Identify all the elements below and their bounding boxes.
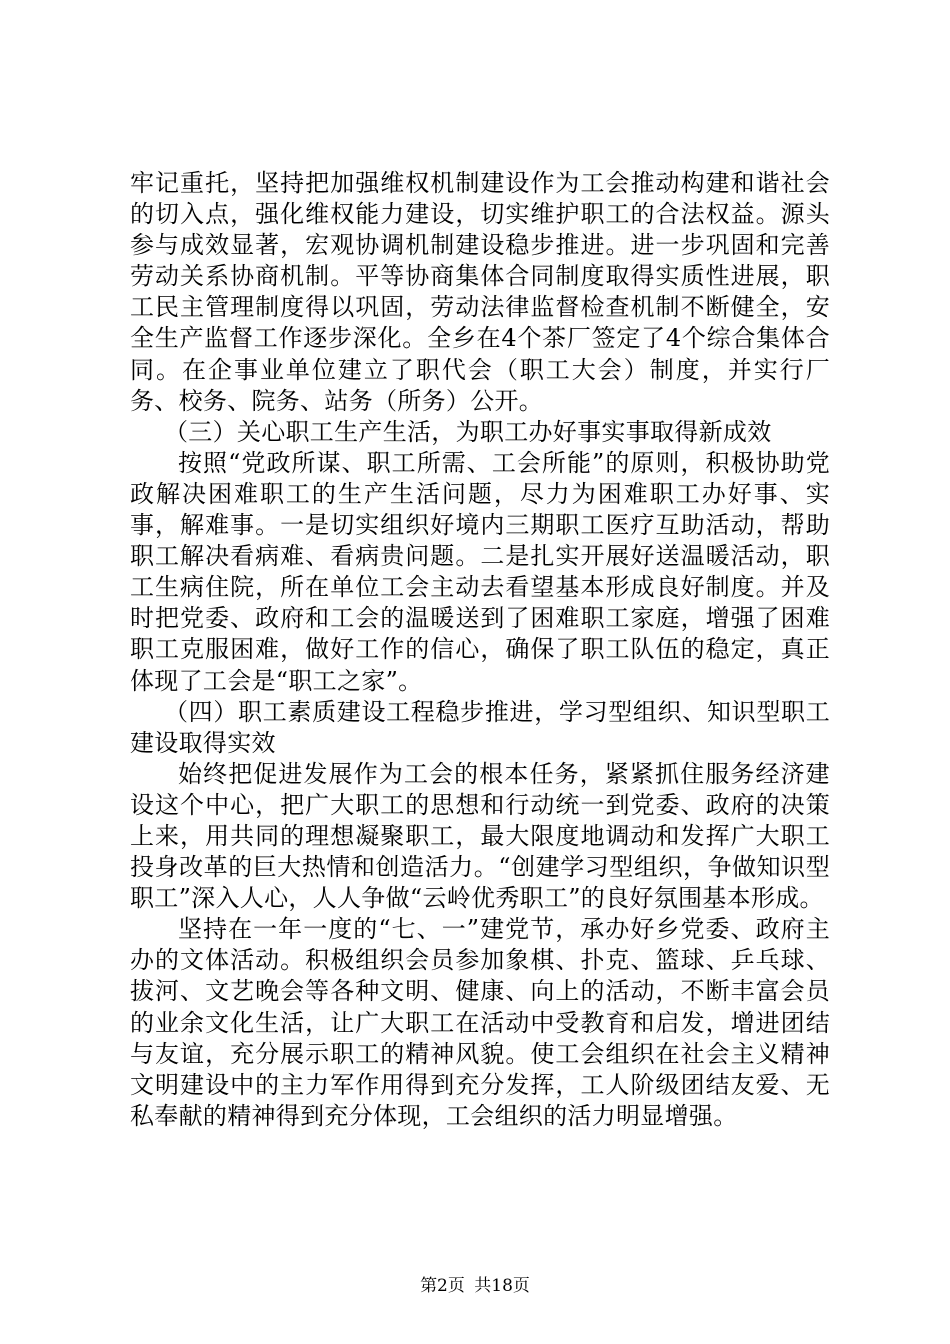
section-heading-3: （三）关心职工生产生活，为职工办好事实事取得新成效 [164,417,772,446]
page-total: 共18页 [474,1276,530,1296]
paragraph-care-workers: 按照“党政所谋、职工所需、工会所能”的原则，积极协助党政解决困难职工的生产生活问题，尽力为困难职工办好事、实事，解难事。一是切实组织好境内三期职工医疗互助活动，帮助职工解决看病难、看病贵问题。二是扎实开展好送温暖活动，职工生病住院，所在单位工会主动去看望基本形成良好制度。并及时把党委、政府和工会的温暖送到了困难职工家庭，增强了困难职工克服困难，做好工作的信心，确保了职工队伍的稳定，真正体现了工会是“职工之家”。 [130,448,830,695]
page-number: 第2页 [420,1276,465,1296]
paragraph-development: 始终把促进发展作为工会的根本任务，紧紧抓住服务经济建设这个中心，把广大职工的思想和行动统一到党委、政府的决策上来，用共同的理想凝聚职工，最大限度地调动和发挥广大职工投身改革的巨大热情和创造活力。“创建学习型组织，争做知识型职工”深入人心，人人争做“云岭优秀职工”的良好氛围基本形成。 [130,759,830,913]
document-body [130,168,830,1132]
page-footer [0,1271,950,1296]
section-heading-4: （四）职工素质建设工程稳步推进，学习型组织、知识型职工建设取得实效 [130,697,830,757]
paragraph-rights-protection: 牢记重托，坚持把加强维权机制建设作为工会推动构建和谐社会的切入点，强化维权能力建设，切实维护职工的合法权益。源头参与成效显著，宏观协调机制建设稳步推进。进一步巩固和完善劳动关系协商机制。平等协商集体合同制度取得实质性进展，职工民主管理制度得以巩固，劳动法律监督检查机制不断健全，安全生产监督工作逐步深化。全乡在4个茶厂签定了4个综合集体合同。在企事业单位建立了职代会（职工大会）制度，并实行厂务、校务、院务、站务（所务）公开。 [130,169,830,415]
paragraph-activities: 坚持在一年一度的“七、一”建党节，承办好乡党委、政府主办的文体活动。积极组织会员参加象棋、扑克、篮球、乒乓球、拔河、文艺晚会等各种文明、健康、向上的活动，不断丰富会员的业余文化生活，让广大职工在活动中受教育和启发，增进团结与友谊，充分展示职工的精神风貌。使工会组织在社会主义精神文明建设中的主力军作用得到充分发挥，工人阶级团结友爱、无私奉献的精神得到充分体现，工会组织的活力明显增强。 [130,915,830,1130]
